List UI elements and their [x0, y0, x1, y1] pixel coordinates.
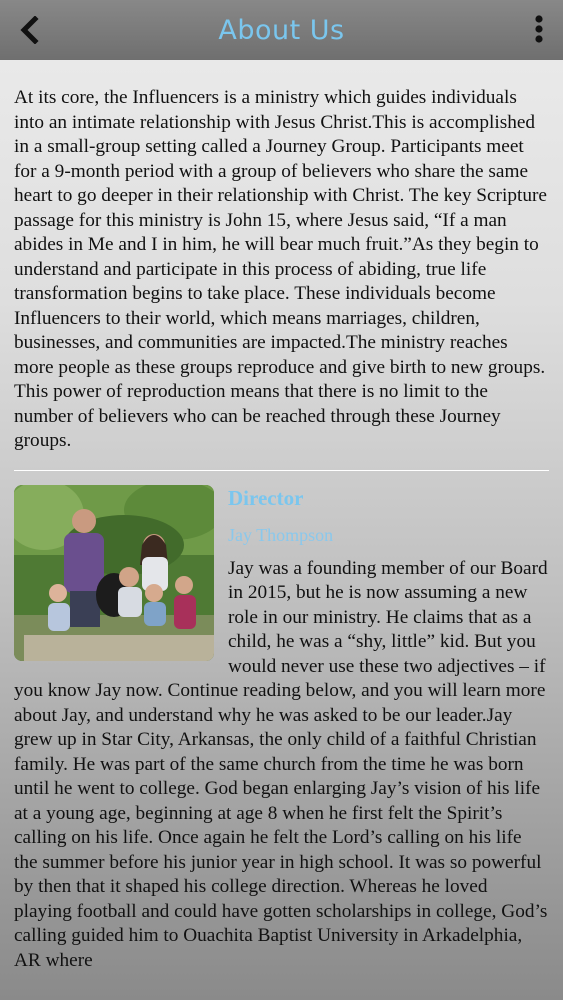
more-options-button[interactable] — [529, 12, 549, 46]
more-vertical-icon — [534, 14, 544, 44]
about-content — [14, 86, 549, 973]
back-button[interactable] — [14, 14, 44, 46]
section-divider — [14, 470, 549, 471]
director-bio: Jay was a founding member of our Board in 2015, but he is now assuming a new role in our ministry. He claims that as a child, he was a “shy, little” kid. But you would never use these two adjectives – if you know Jay now. Continue reading below, and you will learn more about Jay, and understand why he was asked to be our leader.Jay grew up in Star City, Arkansas, the only child of a faithful Christian family. He was part of the same church from the time he was born until he went to college. God began enlarging Jay’s vision of his life at a young age, beginning at age 8 when he first felt the Spirit’s calling on his life. Once again he felt the Lord’s calling on his life the summer before his junior year in high school. It was so powerful by then that it shaped his college direction. Whereas he loved playing football and could have gotten scholarships in college, God’s calling guided him to Ouachita Baptist University in Arkadelphia, AR where — [14, 557, 548, 971]
top-navigation-bar — [0, 0, 563, 60]
chevron-left-icon — [18, 16, 40, 44]
director-name: Jay Thompson — [228, 524, 334, 545]
page-title: About Us — [218, 14, 345, 46]
director-family-photo — [14, 485, 214, 661]
director-role-heading: Director — [228, 485, 304, 510]
intro-paragraph: At its core, the Influencers is a ministry which guides individuals into an intimate relationship with Jesus Christ.This is accomplished in a small-group setting called a Journey Group. Participants meet for a 9-month period with a group of believers who share the same heart to go deeper in their relationship with Christ. The key Scripture passage for this ministry is John 15, where Jesus said, “If a man abides in Me and I in him, he will bear much fruit.”As they begin to understand and participate in this process of abiding, true life transformation begins to take place. These individuals become Influencers to their world, which means marriages, children, businesses, and communities are impacted.The ministry reaches more people as these groups reproduce and give birth to new groups. This power of reproduction means that there is no limit to the number of believers who can be reached through these Journey groups. — [14, 87, 547, 451]
director-section — [14, 485, 549, 974]
